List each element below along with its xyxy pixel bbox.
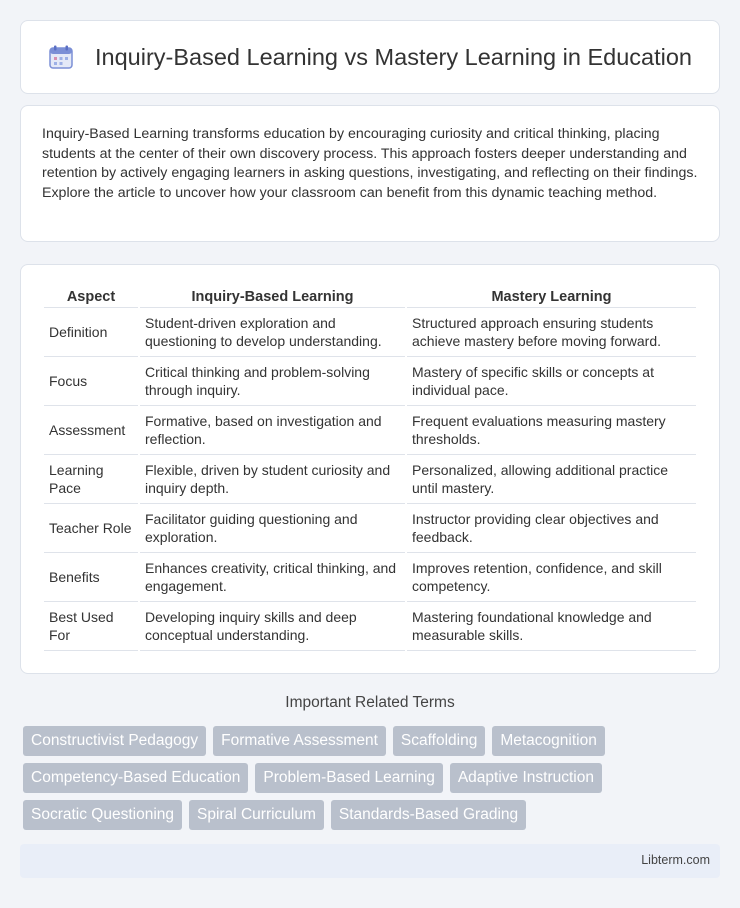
footer [20,844,720,878]
row-inquiry: Enhances creativity, critical thinking, and engagement. [140,553,405,602]
tag-problem-based-learning[interactable]: Problem-Based Learning [255,763,442,793]
row-aspect: Benefits [44,553,138,602]
row-aspect: Teacher Role [44,504,138,553]
footer-brand[interactable]: Libterm.com [641,853,710,867]
tag-adaptive-instruction[interactable]: Adaptive Instruction [450,763,602,793]
header-inquiry: Inquiry-Based Learning [140,285,405,308]
row-inquiry: Developing inquiry skills and deep conceptual understanding. [140,602,405,651]
row-mastery: Mastery of specific skills or concepts at individual pace. [407,357,696,406]
table-row [44,406,696,455]
intro-card [20,105,720,242]
row-aspect: Focus [44,357,138,406]
row-inquiry: Formative, based on investigation and reflection. [140,406,405,455]
comparison-table [42,285,698,651]
row-inquiry: Student-driven exploration and questioning to develop understanding. [140,308,405,357]
tag-standards-based-grading[interactable]: Standards-Based Grading [331,800,526,830]
row-inquiry: Facilitator guiding questioning and exploration. [140,504,405,553]
row-mastery: Mastering foundational knowledge and measurable skills. [407,602,696,651]
calendar-icon [47,43,75,71]
tag-spiral-curriculum[interactable]: Spiral Curriculum [189,800,324,830]
table-row [44,553,696,602]
row-aspect: Learning Pace [44,455,138,504]
row-mastery: Personalized, allowing additional practice until mastery. [407,455,696,504]
row-inquiry: Critical thinking and problem-solving through inquiry. [140,357,405,406]
row-mastery: Structured approach ensuring students achieve mastery before moving forward. [407,308,696,357]
title-card [20,20,720,94]
tag-constructivist-pedagogy[interactable]: Constructivist Pedagogy [23,726,206,756]
row-aspect: Assessment [44,406,138,455]
row-inquiry: Flexible, driven by student curiosity and inquiry depth. [140,455,405,504]
row-aspect: Definition [44,308,138,357]
intro-text: Inquiry-Based Learning transforms education by encouraging curiosity and critical thinking, placing students at the center of their own discovery process. This approach fosters deeper understanding and retention by actively engaging learners in asking questions, investigating, and reflecting on their findings. Explore the article to uncover how your classroom can benefit from this dynamic teaching method. [42,126,698,201]
tag-row [23,800,723,830]
table-row [44,357,696,406]
tag-row [23,726,723,756]
row-aspect: Best Used For [44,602,138,651]
tag-row [23,763,723,793]
tag-formative-assessment[interactable]: Formative Assessment [213,726,386,756]
related-terms [23,726,723,837]
row-mastery: Improves retention, confidence, and skill competency. [407,553,696,602]
table-row [44,308,696,357]
tag-competency-based-education[interactable]: Competency-Based Education [23,763,248,793]
header-aspect: Aspect [44,285,138,308]
header-mastery: Mastery Learning [407,285,696,308]
comparison-card [20,264,720,674]
table-header-row [44,285,696,308]
tag-socratic-questioning[interactable]: Socratic Questioning [23,800,182,830]
tag-metacognition[interactable]: Metacognition [492,726,605,756]
table-row [44,455,696,504]
row-mastery: Frequent evaluations measuring mastery thresholds. [407,406,696,455]
related-terms-title: Important Related Terms [285,694,455,711]
table-row [44,504,696,553]
tag-scaffolding[interactable]: Scaffolding [393,726,485,756]
table-row [44,602,696,651]
row-mastery: Instructor providing clear objectives and feedback. [407,504,696,553]
page-title: Inquiry-Based Learning vs Mastery Learning in Education [95,43,692,70]
